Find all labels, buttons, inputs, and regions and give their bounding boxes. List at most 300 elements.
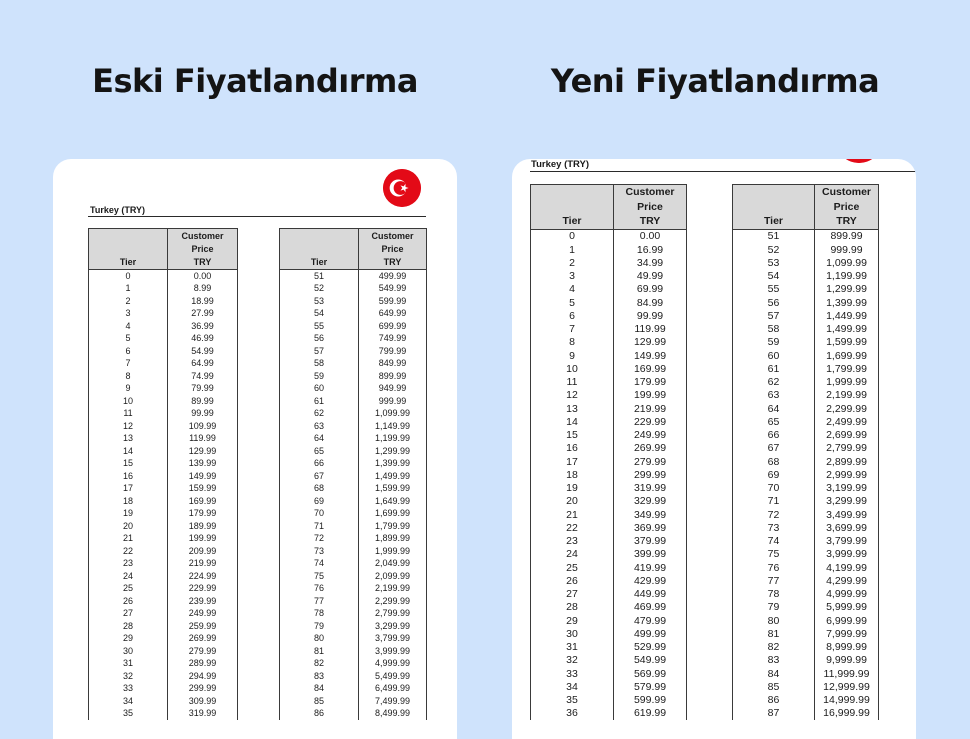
price-cell: 7,999.99 — [815, 628, 879, 641]
price-cell: 479.99 — [614, 614, 687, 627]
price-cell: 8,499.99 — [359, 708, 427, 721]
table-row — [531, 310, 687, 323]
price-cell: 1,149.99 — [359, 420, 427, 433]
tier-cell: 24 — [89, 570, 168, 583]
table-row — [89, 658, 238, 671]
table-row — [89, 645, 238, 658]
table-row — [531, 416, 687, 429]
table-row — [280, 470, 427, 483]
tier-cell: 70 — [733, 482, 815, 495]
table-row — [280, 295, 427, 308]
table-row — [733, 482, 879, 495]
tier-cell: 0 — [89, 270, 168, 283]
tier-cell: 22 — [531, 522, 614, 535]
table-row — [733, 694, 879, 707]
price-cell: 899.99 — [815, 230, 879, 244]
price-cell: 99.99 — [168, 408, 238, 421]
table-row — [89, 520, 238, 533]
table-row — [89, 283, 238, 296]
old-tier-table-1 — [88, 228, 238, 720]
price-cell: 799.99 — [359, 345, 427, 358]
tier-cell: 56 — [280, 333, 359, 346]
table-row — [89, 445, 238, 458]
table-row — [733, 336, 879, 349]
tier-cell: 57 — [280, 345, 359, 358]
price-cell: 269.99 — [168, 633, 238, 646]
tier-cell: 5 — [89, 333, 168, 346]
price-cell: 12,999.99 — [815, 681, 879, 694]
table-row — [89, 595, 238, 608]
price-cell: 499.99 — [614, 628, 687, 641]
tier-cell: 78 — [733, 588, 815, 601]
price-cell: 619.99 — [614, 707, 687, 720]
table-row — [531, 681, 687, 694]
table-row — [733, 416, 879, 429]
tier-cell: 80 — [280, 633, 359, 646]
price-cell: 3,299.99 — [359, 620, 427, 633]
tier-cell: 73 — [280, 545, 359, 558]
customer-price-header: Customer Price TRY — [168, 229, 238, 270]
tier-cell: 65 — [280, 445, 359, 458]
price-cell: 1,649.99 — [359, 495, 427, 508]
table-row — [280, 595, 427, 608]
table-row — [733, 230, 879, 244]
tier-cell: 61 — [733, 363, 815, 376]
table-row — [89, 633, 238, 646]
price-cell: 219.99 — [614, 402, 687, 415]
table-row — [89, 370, 238, 383]
table-row — [531, 482, 687, 495]
old-pricing-sheet — [53, 159, 457, 739]
price-cell: 229.99 — [614, 416, 687, 429]
tier-cell: 59 — [733, 336, 815, 349]
tier-cell: 21 — [89, 533, 168, 546]
price-cell: 299.99 — [614, 469, 687, 482]
tier-cell: 74 — [280, 558, 359, 571]
tier-cell: 61 — [280, 395, 359, 408]
table-row — [280, 345, 427, 358]
table-row — [531, 561, 687, 574]
table-row — [733, 402, 879, 415]
tier-cell: 55 — [280, 320, 359, 333]
price-cell: 14,999.99 — [815, 694, 879, 707]
price-cell: 949.99 — [359, 383, 427, 396]
old-tier-table-2 — [279, 228, 427, 720]
table-row — [531, 707, 687, 720]
table-row — [89, 683, 238, 696]
tier-cell: 71 — [280, 520, 359, 533]
price-cell: 1,449.99 — [815, 310, 879, 323]
tier-cell: 2 — [89, 295, 168, 308]
price-cell: 1,699.99 — [359, 508, 427, 521]
table-row — [531, 389, 687, 402]
table-row — [531, 270, 687, 283]
tier-cell: 54 — [280, 308, 359, 321]
tier-cell: 23 — [531, 535, 614, 548]
tier-cell: 62 — [733, 376, 815, 389]
price-cell: 749.99 — [359, 333, 427, 346]
price-cell: 649.99 — [359, 308, 427, 321]
price-cell: 3,499.99 — [815, 508, 879, 521]
tier-cell: 74 — [733, 535, 815, 548]
tier-cell: 6 — [89, 345, 168, 358]
table-row — [531, 442, 687, 455]
tier-cell: 76 — [280, 583, 359, 596]
tier-cell: 27 — [531, 588, 614, 601]
tier-cell: 14 — [531, 416, 614, 429]
price-cell: 5,499.99 — [359, 670, 427, 683]
title-rule — [88, 216, 426, 217]
price-cell: 549.99 — [614, 654, 687, 667]
tier-cell: 1 — [89, 283, 168, 296]
tier-cell: 52 — [280, 283, 359, 296]
customer-price-header: Customer Price TRY — [815, 185, 879, 230]
table-row — [280, 333, 427, 346]
price-cell: 369.99 — [614, 522, 687, 535]
price-cell: 4,999.99 — [359, 658, 427, 671]
price-cell: 3,799.99 — [359, 633, 427, 646]
tier-cell: 13 — [89, 433, 168, 446]
table-row — [280, 695, 427, 708]
tier-cell: 64 — [280, 433, 359, 446]
tier-cell: 55 — [733, 283, 815, 296]
table-row — [733, 323, 879, 336]
table-row — [280, 283, 427, 296]
tier-cell: 67 — [280, 470, 359, 483]
tier-cell: 18 — [531, 469, 614, 482]
price-cell: 269.99 — [614, 442, 687, 455]
price-cell: 1,199.99 — [359, 433, 427, 446]
price-cell: 149.99 — [614, 349, 687, 362]
tier-cell: 60 — [733, 349, 815, 362]
tier-cell: 11 — [89, 408, 168, 421]
table-row — [733, 654, 879, 667]
price-cell: 999.99 — [359, 395, 427, 408]
price-cell: 219.99 — [168, 558, 238, 571]
tier-cell: 26 — [89, 595, 168, 608]
table-row — [89, 545, 238, 558]
table-row — [531, 363, 687, 376]
tier-cell: 8 — [89, 370, 168, 383]
table-row — [733, 389, 879, 402]
table-row — [89, 670, 238, 683]
table-row — [89, 608, 238, 621]
tier-cell: 51 — [280, 270, 359, 283]
tier-cell: 5 — [531, 296, 614, 309]
table-row — [733, 535, 879, 548]
table-row — [280, 533, 427, 546]
price-cell: 79.99 — [168, 383, 238, 396]
table-row — [89, 320, 238, 333]
tier-cell: 9 — [89, 383, 168, 396]
price-cell: 36.99 — [168, 320, 238, 333]
tier-cell: 22 — [89, 545, 168, 558]
table-row — [280, 483, 427, 496]
tier-cell: 69 — [280, 495, 359, 508]
tier-cell: 57 — [733, 310, 815, 323]
price-cell: 1,399.99 — [359, 458, 427, 471]
price-cell: 139.99 — [168, 458, 238, 471]
tier-cell: 35 — [531, 694, 614, 707]
tier-cell: 11 — [531, 376, 614, 389]
table-row — [280, 520, 427, 533]
new-tier-table-1 — [530, 184, 687, 720]
price-cell: 294.99 — [168, 670, 238, 683]
tier-cell: 21 — [531, 508, 614, 521]
table-row — [280, 508, 427, 521]
tier-cell: 79 — [280, 620, 359, 633]
tier-cell: 17 — [531, 455, 614, 468]
table-row — [733, 641, 879, 654]
tier-cell: 53 — [280, 295, 359, 308]
tier-cell: 0 — [531, 230, 614, 244]
price-cell: 299.99 — [168, 683, 238, 696]
price-cell: 529.99 — [614, 641, 687, 654]
table-row — [280, 570, 427, 583]
table-row — [733, 349, 879, 362]
tier-cell: 26 — [531, 575, 614, 588]
sheet-title: Turkey (TRY) — [531, 159, 590, 170]
tier-cell: 86 — [733, 694, 815, 707]
price-cell: 1,999.99 — [359, 545, 427, 558]
table-row — [89, 533, 238, 546]
table-row — [280, 645, 427, 658]
price-cell: 499.99 — [359, 270, 427, 283]
table-row — [280, 308, 427, 321]
tier-cell: 10 — [89, 395, 168, 408]
price-cell: 119.99 — [168, 433, 238, 446]
tier-cell: 51 — [733, 230, 815, 244]
table-row — [531, 575, 687, 588]
table-row — [531, 376, 687, 389]
table-row — [89, 308, 238, 321]
tier-cell: 8 — [531, 336, 614, 349]
table-row — [531, 323, 687, 336]
table-row — [733, 707, 879, 720]
table-row — [531, 508, 687, 521]
price-cell: 1,499.99 — [815, 323, 879, 336]
table-row — [531, 694, 687, 707]
tier-cell: 32 — [531, 654, 614, 667]
price-cell: 27.99 — [168, 308, 238, 321]
price-cell: 349.99 — [614, 508, 687, 521]
price-cell: 129.99 — [168, 445, 238, 458]
price-cell: 2,899.99 — [815, 455, 879, 468]
tier-cell: 19 — [89, 508, 168, 521]
table-row — [733, 614, 879, 627]
table-row — [280, 358, 427, 371]
tier-cell: 59 — [280, 370, 359, 383]
tier-cell: 63 — [733, 389, 815, 402]
price-cell: 1,199.99 — [815, 270, 879, 283]
table-row — [531, 614, 687, 627]
price-cell: 89.99 — [168, 395, 238, 408]
price-cell: 49.99 — [614, 270, 687, 283]
tier-cell: 24 — [531, 548, 614, 561]
tier-cell: 33 — [531, 667, 614, 680]
price-cell: 0.00 — [168, 270, 238, 283]
price-cell: 1,799.99 — [815, 363, 879, 376]
table-row — [733, 376, 879, 389]
price-cell: 2,299.99 — [359, 595, 427, 608]
table-row — [280, 608, 427, 621]
price-cell: 2,199.99 — [815, 389, 879, 402]
tier-cell: 67 — [733, 442, 815, 455]
tier-cell: 18 — [89, 495, 168, 508]
tier-header: Tier — [733, 185, 815, 230]
price-cell: 309.99 — [168, 695, 238, 708]
table-row — [733, 442, 879, 455]
price-cell: 169.99 — [614, 363, 687, 376]
price-cell: 3,299.99 — [815, 495, 879, 508]
tier-cell: 10 — [531, 363, 614, 376]
table-row — [280, 445, 427, 458]
table-row — [89, 558, 238, 571]
price-cell: 1,299.99 — [359, 445, 427, 458]
tier-cell: 1 — [531, 243, 614, 256]
table-row — [89, 420, 238, 433]
table-row — [531, 349, 687, 362]
table-row — [531, 469, 687, 482]
tier-cell: 15 — [531, 429, 614, 442]
table-row — [89, 345, 238, 358]
tier-cell: 87 — [733, 707, 815, 720]
tier-cell: 19 — [531, 482, 614, 495]
price-cell: 279.99 — [614, 455, 687, 468]
tier-cell: 27 — [89, 608, 168, 621]
price-cell: 599.99 — [359, 295, 427, 308]
table-row — [89, 695, 238, 708]
price-cell: 9,999.99 — [815, 654, 879, 667]
table-row — [531, 548, 687, 561]
tier-cell: 60 — [280, 383, 359, 396]
tier-cell: 28 — [531, 601, 614, 614]
table-row — [733, 469, 879, 482]
table-row — [733, 429, 879, 442]
table-row — [280, 583, 427, 596]
tier-cell: 7 — [89, 358, 168, 371]
table-row — [280, 495, 427, 508]
price-cell: 4,199.99 — [815, 561, 879, 574]
price-cell: 999.99 — [815, 243, 879, 256]
price-cell: 46.99 — [168, 333, 238, 346]
table-row — [733, 270, 879, 283]
table-row — [89, 470, 238, 483]
price-cell: 279.99 — [168, 645, 238, 658]
price-cell: 1,099.99 — [359, 408, 427, 421]
price-cell: 7,499.99 — [359, 695, 427, 708]
tier-cell: 82 — [280, 658, 359, 671]
tier-cell: 31 — [531, 641, 614, 654]
price-cell: 16.99 — [614, 243, 687, 256]
table-row — [280, 620, 427, 633]
price-cell: 3,999.99 — [815, 548, 879, 561]
table-row — [280, 558, 427, 571]
price-cell: 229.99 — [168, 583, 238, 596]
table-row — [89, 333, 238, 346]
price-cell: 189.99 — [168, 520, 238, 533]
table-row — [89, 458, 238, 471]
table-row — [89, 358, 238, 371]
tier-cell: 70 — [280, 508, 359, 521]
tier-header: Tier — [280, 229, 359, 270]
price-cell: 1,099.99 — [815, 257, 879, 270]
price-cell: 4,999.99 — [815, 588, 879, 601]
tier-header: Tier — [89, 229, 168, 270]
table-row — [733, 363, 879, 376]
price-cell: 3,199.99 — [815, 482, 879, 495]
price-cell: 239.99 — [168, 595, 238, 608]
table-row — [89, 395, 238, 408]
table-row — [89, 708, 238, 721]
table-row — [733, 628, 879, 641]
tier-cell: 28 — [89, 620, 168, 633]
price-cell: 699.99 — [359, 320, 427, 333]
table-row — [733, 310, 879, 323]
tier-cell: 63 — [280, 420, 359, 433]
tier-cell: 4 — [531, 283, 614, 296]
price-cell: 129.99 — [614, 336, 687, 349]
table-row — [531, 522, 687, 535]
tier-cell: 83 — [733, 654, 815, 667]
table-row — [89, 508, 238, 521]
tier-cell: 14 — [89, 445, 168, 458]
price-cell: 2,699.99 — [815, 429, 879, 442]
table-row — [89, 570, 238, 583]
price-cell: 4,299.99 — [815, 575, 879, 588]
turkey-flag-icon — [838, 159, 880, 163]
price-cell: 169.99 — [168, 495, 238, 508]
table-row — [531, 601, 687, 614]
tier-cell: 16 — [531, 442, 614, 455]
price-cell: 449.99 — [614, 588, 687, 601]
price-cell: 3,999.99 — [359, 645, 427, 658]
table-row — [89, 495, 238, 508]
table-row — [733, 575, 879, 588]
price-cell: 319.99 — [614, 482, 687, 495]
table-row — [280, 458, 427, 471]
table-row — [733, 495, 879, 508]
tier-cell: 62 — [280, 408, 359, 421]
price-cell: 1,999.99 — [815, 376, 879, 389]
table-row — [531, 654, 687, 667]
price-cell: 199.99 — [168, 533, 238, 546]
tier-cell: 68 — [280, 483, 359, 496]
price-cell: 199.99 — [614, 389, 687, 402]
tier-cell: 79 — [733, 601, 815, 614]
price-cell: 34.99 — [614, 257, 687, 270]
price-cell: 1,699.99 — [815, 349, 879, 362]
price-cell: 6,999.99 — [815, 614, 879, 627]
tier-cell: 4 — [89, 320, 168, 333]
tier-cell: 68 — [733, 455, 815, 468]
table-row — [531, 535, 687, 548]
table-row — [733, 283, 879, 296]
price-cell: 3,799.99 — [815, 535, 879, 548]
table-row — [733, 561, 879, 574]
price-cell: 8,999.99 — [815, 641, 879, 654]
table-row — [531, 455, 687, 468]
price-cell: 54.99 — [168, 345, 238, 358]
tier-cell: 12 — [89, 420, 168, 433]
tier-cell: 73 — [733, 522, 815, 535]
table-row — [280, 408, 427, 421]
tier-cell: 72 — [280, 533, 359, 546]
price-cell: 11,999.99 — [815, 667, 879, 680]
tier-cell: 29 — [89, 633, 168, 646]
tier-cell: 13 — [531, 402, 614, 415]
table-row — [280, 270, 427, 283]
